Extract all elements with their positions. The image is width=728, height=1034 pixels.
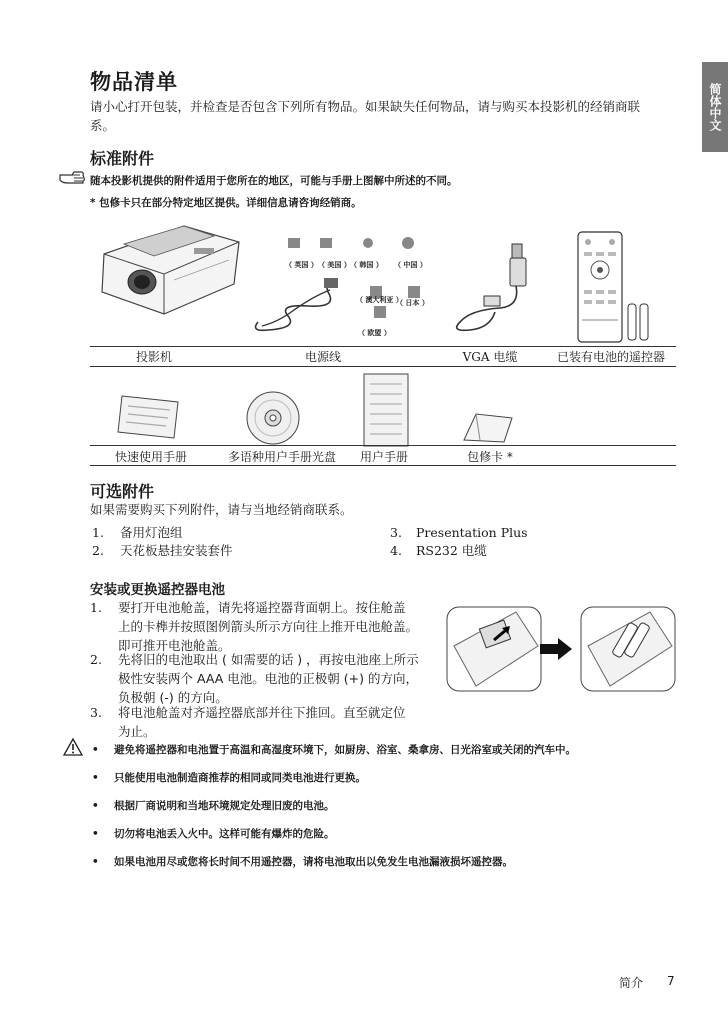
cord-label-china: （ 中国 ）: [394, 261, 427, 269]
optional-heading: 可选附件: [90, 482, 155, 501]
optional-intro: 如果需要购买下列附件，请与当地经销商联系。: [90, 502, 353, 517]
warranty-card-illustration: [460, 410, 516, 448]
cd-icon: [243, 388, 303, 452]
intro-line: 系。: [90, 118, 116, 133]
list-item: 3. Presentation Plus: [390, 525, 528, 540]
warning-item: • 只能使用电池制造商推荐的相同或同类电池进行更换。: [92, 772, 366, 784]
language-tab: 简体中文: [702, 62, 728, 152]
table-rule: [90, 445, 676, 446]
projector-illustration: [94, 214, 244, 328]
cord-label-eu: （ 欧盟 ）: [358, 329, 391, 337]
caption-user-manual: 用户手册: [359, 450, 408, 464]
list-item: 2. 天花板悬挂安装套件: [92, 543, 233, 558]
warning-icon: [62, 737, 84, 761]
list-item: 4. RS232 电缆: [390, 543, 487, 558]
caption-vga-cable: VGA 电缆: [462, 350, 518, 364]
table-rule: [90, 465, 676, 466]
battery-step-2: 2. 先将旧的电池取出 ( 如需要的话 ) ，再按电池座上所示 极性安装两个 AAA 电池。电池的正极朝 (+) 的方向， 负极朝 (-) 的方向。: [90, 652, 419, 705]
cord-label-japan: （ 日本 ）: [396, 299, 429, 307]
warning-item: • 根据厂商说明和当地环境规定处理旧废的电池。: [92, 800, 335, 812]
caption-power-cord: 电源线: [304, 350, 341, 364]
quick-guide-illustration: [116, 392, 182, 446]
warning-item: • 如果电池用尽或您将长时间不用遥控器，请将电池取出以免发生电池漏液损坏遥控器。: [92, 856, 513, 868]
cord-label-uk: （ 英国 ）: [285, 261, 318, 269]
user-manual-illustration: [360, 372, 410, 452]
table-rule: [90, 366, 676, 367]
footer-section: 简介: [619, 976, 644, 990]
intro-line: 请小心打开包装，并检查是否包含下列所有物品。如果缺失任何物品，请与购买本投影机的经销商联: [90, 99, 641, 114]
battery-step-3: 3. 将电池舱盖对齐遥控器底部并往下推回。直至就定位 为止。: [90, 705, 406, 739]
battery-heading: 安装或更换遥控器电池: [90, 582, 225, 598]
cord-label-korea: （ 韩国 ）: [350, 261, 383, 269]
list-item: 1. 备用灯泡组: [92, 525, 183, 540]
power-cord-illustration: [248, 232, 438, 346]
battery-cover-open-illustration: [446, 606, 542, 696]
warning-item: • 切勿将电池丢入火中。这样可能有爆炸的危险。: [92, 828, 335, 840]
region-note: 随本投影机提供的附件适用于您所在的地区，可能与手册上图解中所述的不同。: [90, 175, 458, 187]
remote-illustration: [576, 228, 656, 350]
warning-item: • 避免将遥控器和电池置于高温和高湿度环境下，如厨房、浴室、桑拿房、日光浴室或关闭的汽车中。: [92, 744, 576, 756]
battery-step-1: 1. 要打开电池舱盖，请先将遥控器背面朝上。按住舱盖 上的卡榫并按照图例箭头所示方向往上推开电池舱盖。 即可推开电池舱盖。: [90, 600, 419, 653]
page-title: 物品清单: [90, 70, 178, 94]
battery-compartment-illustration: [580, 606, 676, 696]
cord-label-australia: （ 澳大利亚 ）: [356, 296, 403, 304]
caption-remote: 已装有电池的遥控器: [556, 350, 665, 364]
page-number: 7: [667, 974, 675, 988]
note-hand-icon: [58, 170, 86, 190]
vga-cable-illustration: [440, 236, 550, 340]
caption-projector: 投影机: [135, 350, 172, 364]
table-rule: [90, 346, 676, 347]
cord-label-us: （ 美国 ）: [318, 261, 351, 269]
warranty-note: * 包修卡只在部分特定地区提供。详细信息请咨询经销商。: [90, 197, 362, 209]
caption-cd: 多语种用户手册光盘: [227, 450, 336, 464]
caption-warranty-card: 包修卡 *: [467, 450, 513, 464]
arrow-right-icon: [538, 636, 574, 666]
standard-heading: 标准附件: [90, 149, 155, 168]
caption-quick-guide: 快速使用手册: [114, 450, 187, 464]
intro-text: [90, 97, 640, 135]
